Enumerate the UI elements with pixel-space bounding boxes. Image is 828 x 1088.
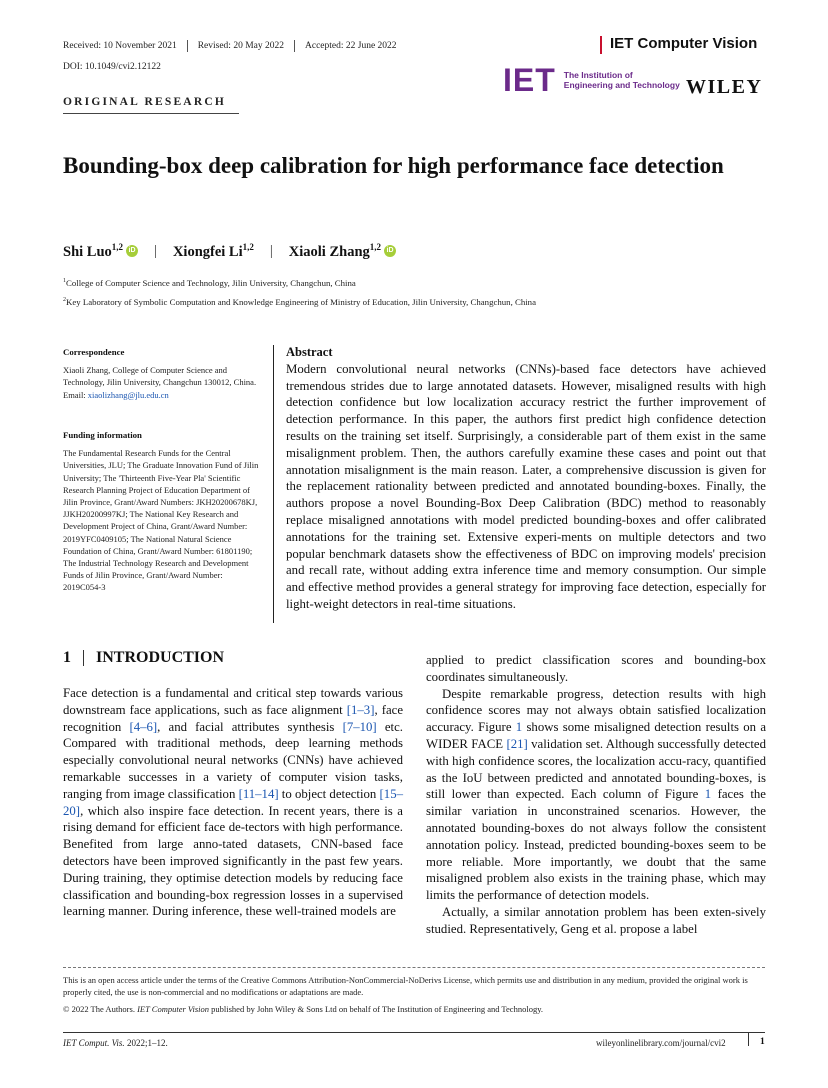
citation-link[interactable]: [11–14] <box>238 786 279 801</box>
orcid-icon[interactable]: iD <box>384 245 396 257</box>
license-text: This is an open access article under the terms of the Creative Commons Attribution-NonCommercial-NoDerivs License, which permits use and distribution in any medium, provided the original work is properly cited, the use is non-commercial and no modifications or adaptations are made. <box>63 975 748 997</box>
journal-name: IET Computer Vision <box>610 35 758 52</box>
article-dates <box>63 40 397 52</box>
accepted-date: Accepted: 22 June 2022 <box>305 41 397 51</box>
intro-paragraph-4: Actually, a similar annotation problem has been exten-sively studied. Representatively, Geng et al. propose a label <box>426 904 766 936</box>
section-tag-underline <box>63 113 239 114</box>
author-separator: | <box>154 242 157 259</box>
iet-logo-text <box>564 70 680 90</box>
abstract-heading: Abstract <box>286 345 333 359</box>
section-title: INTRODUCTION <box>96 649 225 666</box>
citation-link[interactable]: [4–6] <box>129 719 158 734</box>
correspondence-email-line: Email: xiaolizhang@jlu.edu.cn <box>63 389 169 400</box>
intro-heading <box>63 649 224 667</box>
doi[interactable]: DOI: 10.1049/cvi2.12122 <box>63 62 161 72</box>
footer-rule <box>63 1032 765 1033</box>
paper-title: Bounding-box deep calibration for high performance face detection <box>63 153 724 178</box>
abstract-divider <box>273 345 274 623</box>
citation-link[interactable]: [1–3] <box>346 702 375 717</box>
email-link[interactable]: xiaolizhang@jlu.edu.cn <box>87 389 169 400</box>
page-number: 1 <box>760 1037 765 1047</box>
iet-logo-line1: The Institution of <box>563 70 633 80</box>
received-date: Received: 10 November 2021 <box>63 41 177 51</box>
iet-logo-line2: Engineering and Technology <box>563 80 680 90</box>
affiliation-2: $^2$Key Laboratory of Symbolic Computation and Knowledge Engineering of Ministry of Education, Jilin University, Changchun, China <box>63 297 536 307</box>
revised-date: Revised: 20 May 2022 <box>197 41 284 51</box>
author-list <box>63 242 396 261</box>
funding-text: The Fundamental Research Funds for the Central Universities, JLU; The Graduate Innovation Fund of Jilin University; The 'Thirteenth Five-Year Pla' Scientific Research Planning Project of Education Department of Jilin Province, Grant/Award Numbers: JKH20200678KJ, JJKH20200997KJ; The National Key Research and Development Project of China, Grant/Award Number: 2019YFC0409105; The National Natural Science Foundation of China, Grant/Award Number: 61801190; The Industrial Technology Research and Development Funds of Jilin Province, Grant/Award Number: 2019C054-3 <box>63 448 259 593</box>
intro-paragraph-2: applied to predict classification scores and bounding-box coordinates simultaneously. <box>426 653 766 684</box>
journal-url[interactable]: wileyonlinelibrary.com/journal/cvi2 <box>596 1038 726 1048</box>
affiliation-1: $^1$College of Computer Science and Technology, Jilin University, Changchun, China <box>63 278 356 288</box>
iet-logo-mark: IET <box>503 62 556 98</box>
footer-divider <box>748 1033 749 1046</box>
journal-accent-bar <box>600 36 602 54</box>
body-left-column <box>63 685 403 920</box>
intro-paragraph-3: Despite remarkable progress, detection results with high confidence scores may not always obtain satisfied localization accuracy. Figure 1 shows some misaligned detection results on a WIDER FACE [21] validation set. Although successfully detected with high confidence scores, the localization accu-racy, quantified as the IoU between predicted and annotated bounding-boxes, is still lower than expected. Each column of Figure 1 faces the similar variation in unconstrained scenarios. However, the annotated bounding-boxes do not always follow the consistent annotation policy. Instead, predicted bounding-boxes seem to be more reliable. More importantly, we doubt that the same misaligned problem also exists in the training phase, which may limits the performance of detection models. <box>426 686 767 903</box>
footer-dashed-rule <box>63 967 765 968</box>
abstract-text: Modern convolutional neural networks (CNNs)-based face detectors have achieved tremendous strides due to large annotated datasets. However, misaligned results with high detection confidence but low localization accuracy restrict the further improvement of detection performance. In this paper, the authors first predict high confidence detection results on the training set itself. Surprisingly, a considerable part of them exist in the same misalignment problem. Then, the authors carefully examine these cases and point out that annotation misalignment is the main reason. Later, a comprehensive discussion is given for the replacement rationality between predicted and annotated bounding-boxes. Finally, the authors propose a novel Bounding-Box Deep Calibration (BDC) method to reasonably replace misaligned annotations with model predicted bounding-boxes and offer calibrated annotations for the training set. Extensive experi-ments on multiple detectors and two popular benchmark datasets show the effectiveness of BDC on improving models' precision and recall rate, without adding extra inference time and memory consumption. Our simple and effective method provides a general strategy for improving face detection, especially for light-weight detectors in real-time situations. <box>286 361 766 611</box>
funding-block <box>63 429 263 594</box>
date-divider <box>294 40 295 52</box>
citation-link[interactable]: [21] <box>506 736 528 751</box>
figure-link[interactable]: 1 <box>515 720 523 735</box>
wiley-logo: WILEY <box>686 76 763 98</box>
author-1[interactable]: Shi Luo$^{1,2}$ <box>63 242 124 260</box>
author-2[interactable]: Xiongfei Li$^{1,2}$ <box>172 242 254 260</box>
section-tag: ORIGINAL RESEARCH <box>63 96 226 108</box>
correspondence-heading: Correspondence <box>63 347 125 357</box>
citation-link[interactable]: [15–20] <box>63 786 404 818</box>
body-right-column <box>426 652 766 938</box>
author-separator: | <box>269 242 273 259</box>
iet-logo <box>503 62 680 98</box>
figure-link[interactable]: 1 <box>704 787 712 802</box>
funding-heading: Funding information <box>63 430 142 440</box>
orcid-icon[interactable]: iD <box>126 245 138 257</box>
correspondence-block <box>63 346 263 401</box>
author-3[interactable]: Xiaoli Zhang$^{1,2}$ <box>288 242 382 260</box>
section-number: 1 <box>63 649 71 666</box>
date-divider <box>187 40 188 52</box>
abstract <box>286 344 766 613</box>
correspondence-text: Xiaoli Zhang, College of Computer Science and Technology, Jilin University, Changchun 130012, China. <box>63 365 257 388</box>
heading-divider <box>83 650 84 666</box>
citation-link[interactable]: [7–10] <box>342 719 377 734</box>
citation-line: IET Comput. Vis. 2022;1–12. <box>63 1038 168 1048</box>
intro-paragraph-1: Face detection is a fundamental and critical step towards various downstream face applications, such as face alignment [1–3], face recognition [4–6], and facial attributes synthesis [7–10] etc. Compared with traditional methods, deep learning methods especially convolutional neural networks (CNNs) have achieved remarkable successes in a variety of computer vision tasks, ranging from image classification [11–14] to object detection [15–20], which also inspire face detection. In recent years, there is a rising demand for efficient face de-tectors with high performance. Benefited from large anno-tated datasets, CNN-based face detectors have been improved significantly in the past few years. During training, they optimise detection models by reducing face classification and bounding-box regression losses in a supervised learning manner. During inference, these well-trained models are <box>63 686 404 919</box>
copyright-text: © 2022 The Authors. IET Computer Vision published by John Wiley & Sons Ltd on behalf of The Institution of Engineering and Technology. <box>63 1004 544 1014</box>
